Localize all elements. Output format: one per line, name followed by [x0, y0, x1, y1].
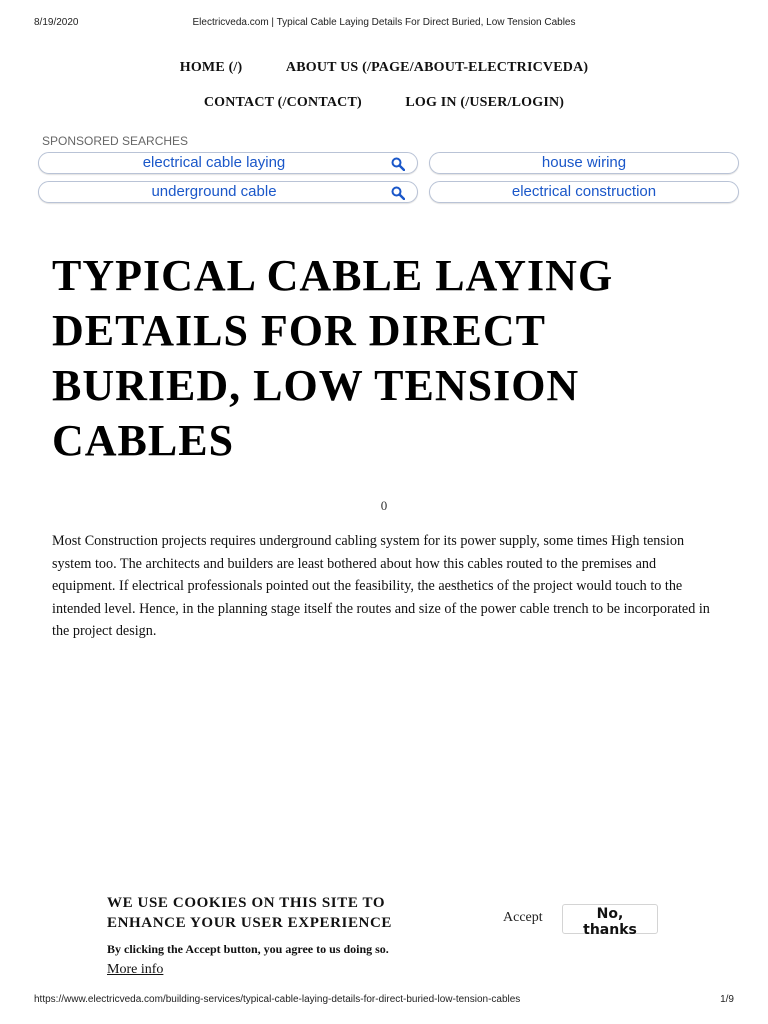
sponsored-search-text: underground cable — [151, 183, 277, 200]
nav-login-link[interactable]: LOG IN (/USER/LOGIN) — [405, 95, 565, 110]
sponsored-search-item[interactable] — [38, 181, 418, 203]
search-icon — [391, 186, 405, 200]
cookie-heading: WE USE COOKIES ON THIS SITE TO ENHANCE YOUR USER EXPERIENCE — [107, 895, 393, 931]
article-body: Most Construction projects requires underground cabling system for its power supply, some times High tension system too. The architects and builders are least bothered about how this cables routed to the premises and equipment. If electrical professionals pointed out the feasibility, the aesthetics of the project would touch to the intended level. Hence, in the planning stage itself the routes and size of the power cable trench to be incorporated in the project design. — [52, 533, 710, 640]
sponsored-searches-label: SPONSORED SEARCHES — [42, 134, 189, 148]
sponsored-search-item[interactable] — [38, 152, 418, 174]
nav-about-link[interactable]: ABOUT US (/PAGE/ABOUT-ELECTRICVEDA) — [285, 60, 589, 75]
article-title: TYPICAL CABLE LAYING DETAILS FOR DIRECT BURIED, LOW TENSION CABLES — [52, 251, 614, 465]
nav-home-link[interactable]: HOME (/) — [179, 60, 243, 75]
search-icon — [391, 157, 405, 171]
sponsored-search-item[interactable] — [429, 181, 739, 203]
print-page-title: Electricveda.com | Typical Cable Laying Details For Direct Buried, Low Tension Cables — [192, 17, 576, 28]
comment-counter: 0 — [380, 498, 388, 513]
nav-contact-link[interactable]: CONTACT (/CONTACT) — [203, 95, 362, 110]
print-date: 8/19/2020 — [34, 17, 79, 28]
print-url: https://www.electricveda.com/building-services/typical-cable-laying-details-for-direct-buried-low-tension-cables — [34, 994, 521, 1005]
cookie-accept-button[interactable]: Accept — [503, 910, 543, 925]
main-nav-row-2 — [0, 95, 768, 111]
print-page-number: 1/9 — [720, 994, 734, 1005]
sponsored-search-text: electrical construction — [511, 183, 657, 200]
main-nav-row-1 — [0, 60, 768, 76]
cookie-decline-button[interactable]: No, thanks — [562, 904, 658, 934]
sponsored-search-text: house wiring — [541, 154, 627, 171]
cookie-description: By clicking the Accept button, you agree to us doing so. — [107, 942, 389, 956]
sponsored-search-text: electrical cable laying — [142, 154, 286, 171]
sponsored-search-item[interactable] — [429, 152, 739, 174]
cookie-more-info-link[interactable]: More info — [107, 962, 164, 977]
